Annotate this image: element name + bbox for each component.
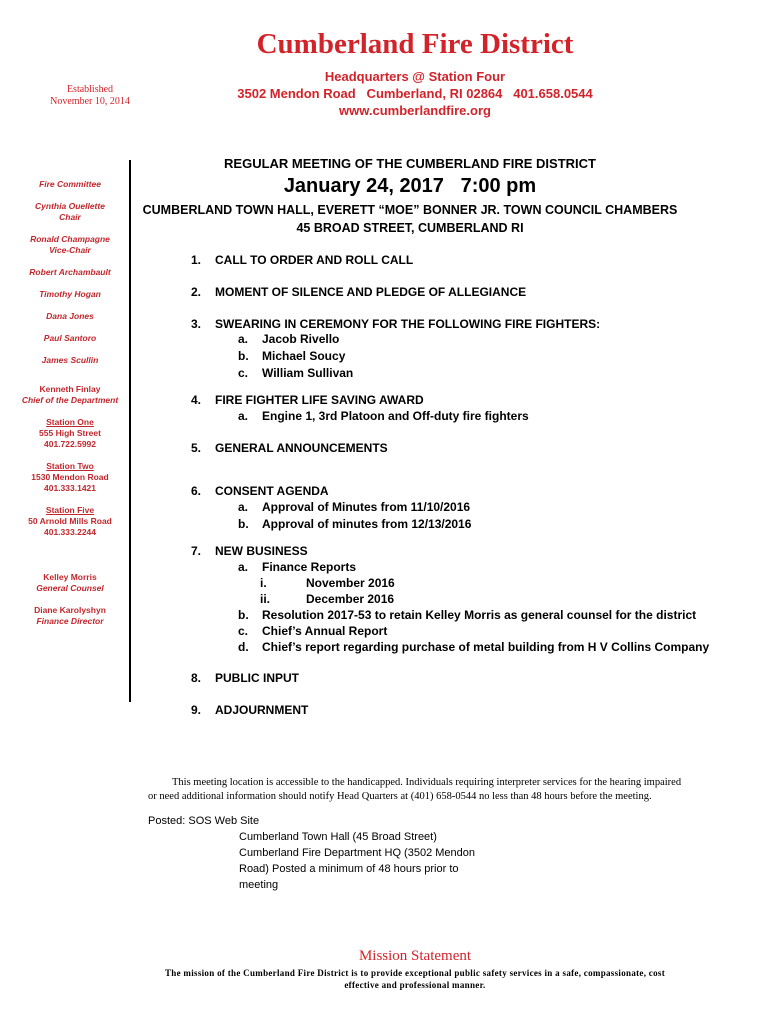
established-note <box>35 84 145 108</box>
mission-text: The mission of the Cumberland Fire District is to provide exceptional public safety services in a safe, compassionate, cost effective and professional manner. <box>164 968 666 990</box>
member-role: Vice-Chair <box>49 245 91 255</box>
counsel-title: General Counsel <box>36 583 104 593</box>
item-number: 4. <box>191 393 202 407</box>
sub-letter: a. <box>238 500 249 514</box>
item-text: ADJOURNMENT <box>215 703 309 717</box>
posted-line: Road) Posted a minimum of 48 hours prior to <box>239 863 459 875</box>
station-two <box>10 461 130 494</box>
sub-letter: b. <box>238 517 249 531</box>
chief-block <box>10 384 130 406</box>
sub-letter: i. <box>260 576 267 590</box>
item-number: 8. <box>191 671 202 685</box>
finance-name: Diane Karolyshyn <box>34 605 106 615</box>
sub-text: November 2016 <box>306 576 395 590</box>
station-one <box>10 417 130 450</box>
sub-text: Approval of Minutes from 11/10/2016 <box>262 500 471 514</box>
sub-letter: a. <box>238 409 249 423</box>
station-address: 1530 Mendon Road <box>31 472 109 482</box>
sub-letter: c. <box>238 624 249 638</box>
posted-line: meeting <box>239 879 279 891</box>
item-text: SWEARING IN CEREMONY FOR THE FOLLOWING FIRE FIGHTERS: <box>215 317 601 331</box>
sub-text: Approval of minutes from 12/13/2016 <box>262 517 472 531</box>
member-vice-chair <box>10 234 130 256</box>
item-text: PUBLIC INPUT <box>215 671 299 685</box>
sub-letter: b. <box>238 608 249 622</box>
sub-text: Finance Reports <box>262 560 357 574</box>
member: Timothy Hogan <box>39 289 101 299</box>
member: Robert Archambault <box>29 267 111 277</box>
station-address: 50 Arnold Mills Road <box>28 516 112 526</box>
mission-title: Mission Statement <box>358 948 472 964</box>
finance-title: Finance Director <box>36 616 104 626</box>
chief-title: Chief of the Department <box>21 395 119 405</box>
member: Paul Santoro <box>43 333 97 343</box>
sub-text: William Sullivan <box>262 366 354 380</box>
meeting-heading: REGULAR MEETING OF THE CUMBERLAND FIRE DISTRICT <box>224 156 596 171</box>
member-name: Ronald Champagne <box>30 234 110 244</box>
member: James Scullin <box>41 355 99 365</box>
item-text: FIRE FIGHTER LIFE SAVING AWARD <box>215 393 424 407</box>
item-text: CONSENT AGENDA <box>215 484 329 498</box>
item-text: CALL TO ORDER AND ROLL CALL <box>215 253 414 267</box>
sub-letter: ii. <box>260 592 271 606</box>
station-phone: 401.333.1421 <box>44 483 96 493</box>
meeting-date: January 24, 2017 7:00 pm <box>283 175 537 197</box>
sub-letter: b. <box>238 349 249 363</box>
address-line: 3502 Mendon Road Cumberland, RI 02864 401.658.0544 <box>237 86 593 101</box>
sub-letter: a. <box>238 332 249 346</box>
committee-heading: Fire Committee <box>39 179 101 189</box>
posted-label: Posted: SOS Web Site <box>148 815 260 827</box>
station-name: Station One <box>46 417 94 427</box>
chief-name: Kenneth Finlay <box>39 384 101 394</box>
posted-locations <box>239 829 479 893</box>
item-text: GENERAL ANNOUNCEMENTS <box>215 441 388 455</box>
sub-text: December 2016 <box>306 592 395 606</box>
counsel-block <box>10 572 130 594</box>
accessibility-text: This meeting location is accessible to the handicapped. Individuals requiring interpreter services for the hearing impaired or need additional information should notify Head Quarters at (401) 658-0544 no less than 48 hours before the meeting. <box>148 777 682 802</box>
location-line: 45 BROAD STREET, CUMBERLAND RI <box>296 221 524 235</box>
org-title: Cumberland Fire District <box>256 28 574 60</box>
item-number: 6. <box>191 484 202 498</box>
sub-letter: a. <box>238 560 249 574</box>
sub-text: Jacob Rivello <box>262 332 340 346</box>
station-five <box>10 505 130 538</box>
station-name: Station Five <box>45 505 95 515</box>
item-text: MOMENT OF SILENCE AND PLEDGE OF ALLEGIANCE <box>215 285 527 299</box>
sub-text: Michael Soucy <box>262 349 346 363</box>
hq-line: Headquarters @ Station Four <box>324 69 506 84</box>
station-address: 555 High Street <box>39 428 101 438</box>
item-number: 5. <box>191 441 202 455</box>
item-number: 7. <box>191 544 202 558</box>
posted-line: Cumberland Town Hall (45 Broad Street) <box>239 831 437 843</box>
item-number: 2. <box>191 285 202 299</box>
sub-text: Engine 1, 3rd Platoon and Off-duty fire fighters <box>262 409 529 423</box>
established-label: Established <box>66 84 114 95</box>
station-name: Station Two <box>46 461 94 471</box>
posted-line: Cumberland Fire Department HQ (3502 Mendon <box>239 847 476 859</box>
item-text: NEW BUSINESS <box>215 544 308 558</box>
item-number: 1. <box>191 253 202 267</box>
member-chair <box>10 201 130 223</box>
sub-letter: c. <box>238 366 249 380</box>
item-number: 3. <box>191 317 202 331</box>
member: Dana Jones <box>46 311 94 321</box>
accessibility-note <box>148 776 688 804</box>
member-name: Cynthia Ouellette <box>35 201 105 211</box>
website-link[interactable]: www.cumberlandfire.org <box>339 103 491 118</box>
member-role: Chair <box>59 212 81 222</box>
station-phone: 401.722.5992 <box>44 439 96 449</box>
meeting-location <box>130 201 690 237</box>
sub-text: Resolution 2017-53 to retain Kelley Morris as general counsel for the district <box>262 608 697 622</box>
sub-letter: d. <box>238 640 249 654</box>
counsel-name: Kelley Morris <box>43 572 97 582</box>
sub-text: Chief’s report regarding purchase of metal building from H V Collins Company <box>262 640 710 654</box>
location-line: CUMBERLAND TOWN HALL, EVERETT “MOE” BONNER JR. TOWN COUNCIL CHAMBERS <box>142 203 678 217</box>
item-number: 9. <box>191 703 202 717</box>
station-phone: 401.333.2244 <box>44 527 96 537</box>
established-date: November 10, 2014 <box>50 96 130 107</box>
sub-text: Chief’s Annual Report <box>262 624 388 638</box>
finance-block <box>10 605 130 627</box>
